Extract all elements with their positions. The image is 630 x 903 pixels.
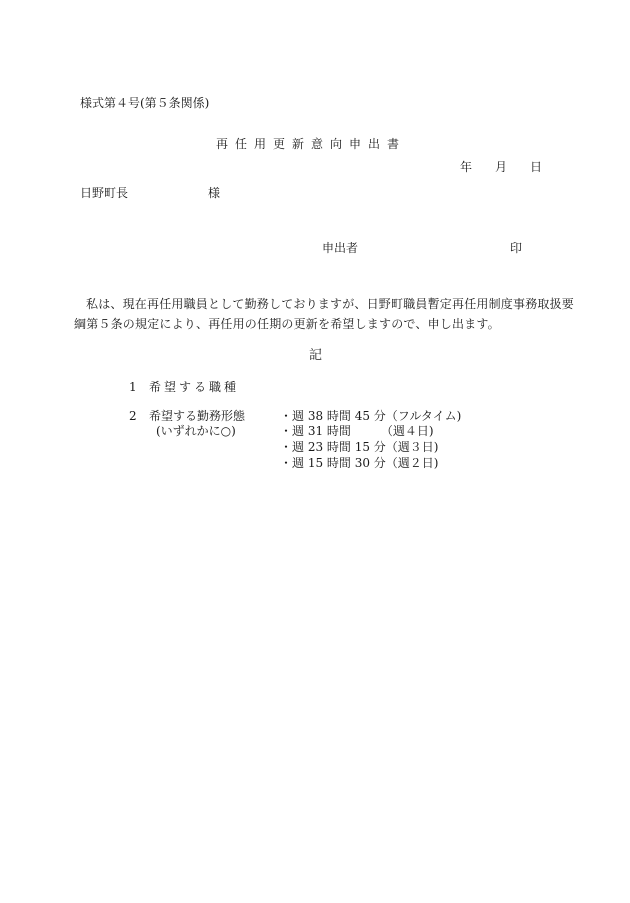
statement-line-1: 私は、現在再任用職員として勤務しておりますが、日野町職員暫定再任用制度事務取扱要 bbox=[86, 297, 575, 311]
statement-line-2: 綱第５条の規定により、再任用の任期の更新を希望しますので、申し出ます。 bbox=[74, 317, 500, 331]
work-option: ・週 38 時間 45 分（フルタイム) bbox=[280, 409, 462, 423]
form-number: 様式第４号(第５条関係) bbox=[80, 96, 210, 110]
work-option: ・週 15 時間 30 分（週２日) bbox=[280, 456, 439, 470]
date-day: 日 bbox=[530, 160, 543, 174]
addressee-honorific: 様 bbox=[208, 186, 221, 200]
item-1-label: 希望する職種 bbox=[149, 380, 240, 394]
work-option: ・週 23 時間 15 分（週３日) bbox=[280, 440, 439, 454]
work-option: ・週 31 時間 （週４日) bbox=[280, 424, 434, 438]
date-month: 月 bbox=[495, 160, 508, 174]
item-2-label: 希望する勤務形態 bbox=[149, 409, 246, 423]
item-1-number: 1 bbox=[129, 380, 137, 394]
ki-heading: 記 bbox=[309, 348, 323, 363]
seal-mark: 印 bbox=[510, 241, 523, 255]
addressee-name: 日野町長 bbox=[80, 186, 129, 200]
document-title: 再任用更新意向申出書 bbox=[216, 137, 407, 151]
item-2-note: (いずれかに○) bbox=[156, 424, 236, 438]
date-year: 年 bbox=[460, 160, 473, 174]
applicant-label: 申出者 bbox=[322, 241, 359, 255]
item-2-number: 2 bbox=[129, 409, 137, 423]
